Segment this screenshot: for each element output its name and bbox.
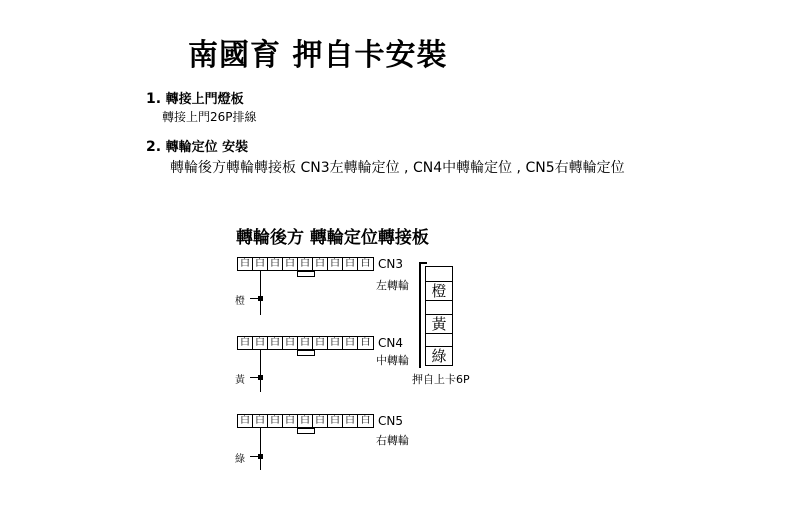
- step-1-number: 1.: [146, 91, 162, 107]
- pin: 白: [328, 258, 343, 270]
- card-slot-orange: 橙: [425, 281, 453, 301]
- step-1: [146, 88, 244, 107]
- pin: 白: [268, 337, 283, 349]
- card-slot-green: 綠: [425, 346, 453, 366]
- pin: 白: [360, 337, 371, 348]
- pin: 白: [238, 415, 253, 427]
- connector-cn5: [237, 414, 374, 428]
- pin: 白: [253, 258, 268, 270]
- page-title: 南國育 押自卡安裝: [188, 38, 448, 73]
- pin: 白: [238, 258, 253, 270]
- card-edge: [419, 262, 427, 264]
- pin: 白: [343, 337, 358, 349]
- pin: 白: [328, 415, 343, 427]
- pin: 白: [313, 258, 328, 270]
- cn4-position-label: 中轉輪: [376, 354, 409, 367]
- card-label: 押自上卡6P: [412, 373, 470, 386]
- cn5-label: CN5: [378, 414, 403, 428]
- pin: 白: [328, 337, 343, 349]
- cn3-position-label: 左轉輪: [376, 279, 409, 292]
- pin: 白: [298, 415, 313, 427]
- pin: 白: [298, 258, 313, 270]
- wire: [260, 271, 261, 315]
- step-2: [146, 136, 248, 155]
- pin: 白: [343, 258, 358, 270]
- pin: 白: [268, 258, 283, 270]
- wire-terminal: [258, 375, 263, 380]
- connector-key: [297, 428, 315, 434]
- pin: 白: [253, 337, 268, 349]
- step-2-number: 2.: [146, 139, 162, 155]
- wire-color-label: 橙: [235, 296, 245, 307]
- connector-key: [297, 350, 315, 356]
- diagram-title: 轉輪後方 轉輪定位轉接板: [236, 228, 429, 248]
- pin: 白: [268, 415, 283, 427]
- connector-cn3: [237, 257, 374, 271]
- pin: 白: [238, 337, 253, 349]
- connector-key: [297, 271, 315, 277]
- step-1-detail: 轉接上門26P排線: [162, 110, 257, 124]
- wire: [260, 428, 261, 470]
- wire-color-label: 黃: [235, 375, 245, 386]
- card-slot-yellow: 黃: [425, 314, 453, 334]
- wire: [260, 350, 261, 392]
- pin: 白: [360, 258, 371, 269]
- pin: 白: [283, 415, 298, 427]
- pin: 白: [298, 337, 313, 349]
- wire-color-label: 綠: [235, 454, 245, 465]
- cn4-label: CN4: [378, 336, 403, 350]
- pin: 白: [253, 415, 268, 427]
- pin: 白: [283, 337, 298, 349]
- pin: 白: [313, 415, 328, 427]
- pin: 白: [360, 415, 371, 426]
- connector-cn4: [237, 336, 374, 350]
- wire-terminal: [258, 296, 263, 301]
- cn3-label: CN3: [378, 257, 403, 271]
- step-2-detail: 轉輪後方轉輪轉接板 CN3左轉輪定位 , CN4中轉輪定位 , CN5右轉輪定位: [170, 160, 625, 176]
- step-1-label: 轉接上門燈板: [165, 92, 244, 107]
- pin: 白: [343, 415, 358, 427]
- cn5-position-label: 右轉輪: [376, 434, 409, 447]
- card-edge: [419, 262, 421, 368]
- step-2-label: 轉輪定位 安裝: [165, 140, 249, 155]
- pin: 白: [283, 258, 298, 270]
- wire-terminal: [258, 454, 263, 459]
- pin: 白: [313, 337, 328, 349]
